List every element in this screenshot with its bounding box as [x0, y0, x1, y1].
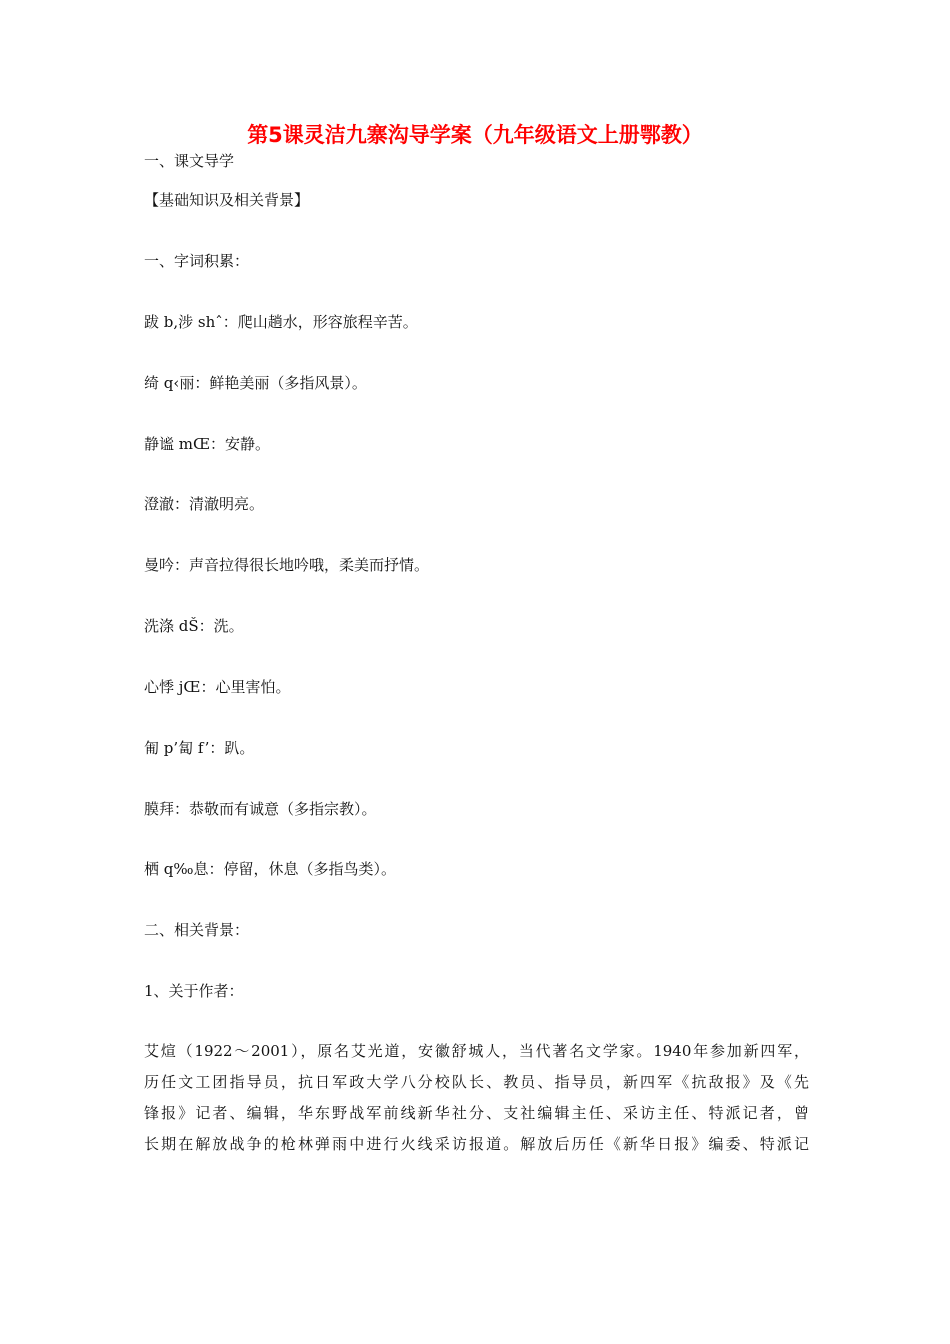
section-heading-vocabulary: 一、字词积累：	[144, 252, 250, 270]
paragraph-line: 历任文工团指导员，抗日军政大学八分校队长、教员、指导员，新四军《抗敌报》及《先	[144, 1073, 809, 1091]
paragraph-line: 长期在解放战争的枪林弹雨中进行火线采访报道。解放后历任《新华日报》编委、特派记	[144, 1135, 809, 1153]
paragraph-line: 艾煊（1922～2001），原名艾光道，安徽舒城人，当代著名文学家。1940年参加新四军，	[144, 1042, 809, 1060]
section-heading-background: 二、相关背景：	[144, 921, 250, 939]
author-paragraph	[144, 1036, 809, 1160]
paragraph-line: 锋报》记者、编辑，华东野战军前线新华社分、支社编辑主任、采访主任、特派记者，曾	[144, 1104, 809, 1122]
section-heading-lesson-guide: 一、课文导学	[144, 152, 235, 170]
vocab-entry: 静谧 mŒ：安静。	[144, 435, 271, 453]
vocab-entry: 栖 q‰息：停留，休息（多指鸟类）。	[144, 860, 396, 878]
vocab-entry: 曼吟：声音拉得很长地吟哦，柔美而抒情。	[144, 556, 430, 574]
vocab-entry: 绮 q‹丽：鲜艳美丽（多指风景）。	[144, 374, 367, 392]
vocab-entry: 匍 p’匐 f’：趴。	[144, 739, 255, 757]
subheading-about-author: 1、关于作者：	[144, 982, 244, 1000]
vocab-entry: 心悸 jŒ：心里害怕。	[144, 678, 291, 696]
vocab-entry: 澄澈：清澈明亮。	[144, 495, 265, 513]
vocab-entry: 洗涤 dŠ：洗。	[144, 617, 244, 635]
vocab-entry: 膜拜：恭敬而有诚意（多指宗教）。	[144, 800, 377, 818]
subheading-basic-knowledge: 【基础知识及相关背景】	[144, 191, 310, 209]
vocab-entry: 跋 b,涉 shˆ：爬山趟水，形容旅程辛苦。	[144, 313, 418, 331]
page-title: 第5课灵洁九寨沟导学案（九年级语文上册鄂教）	[247, 123, 703, 147]
